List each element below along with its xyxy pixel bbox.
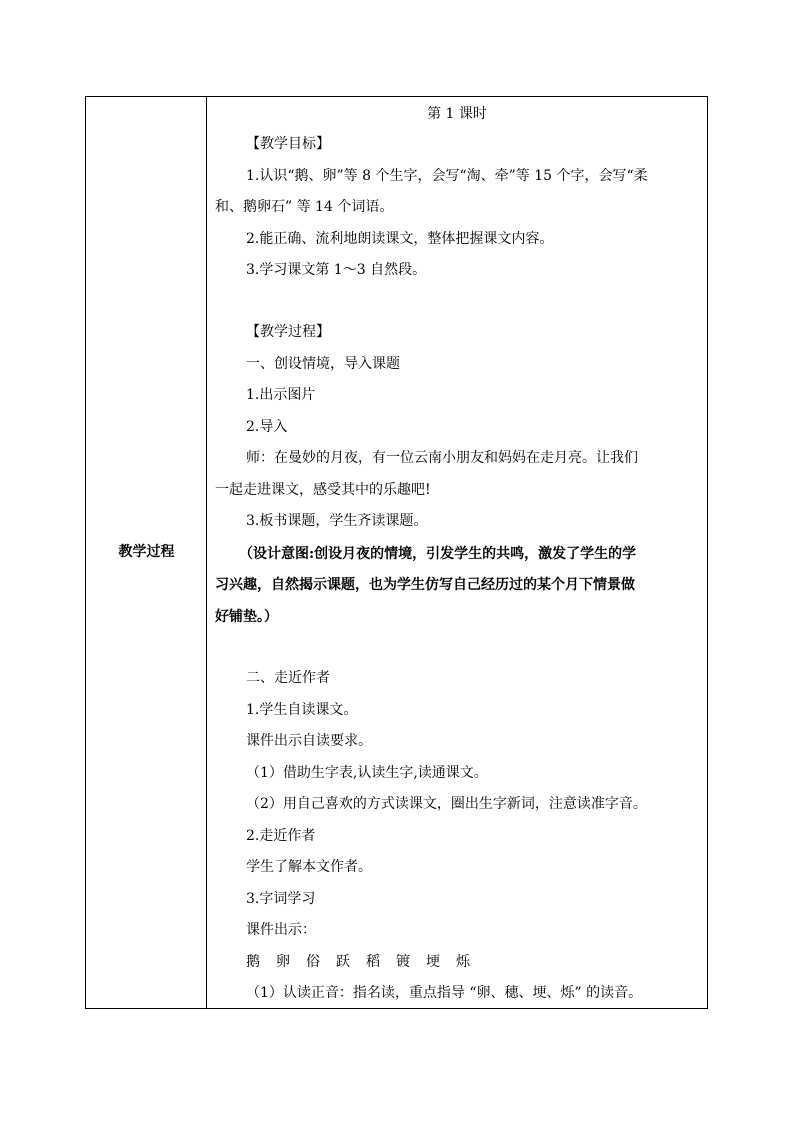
step-2-item-1: 1.学生自读课文。 xyxy=(246,702,358,718)
step-1-item-1: 1.出示图片 xyxy=(246,387,316,403)
lesson-table xyxy=(85,96,708,1009)
step-2-heading: 二、走近作者 xyxy=(246,670,330,686)
step-1-item-3: 3.板书课题，学生齐读课题。 xyxy=(246,513,428,529)
teacher-intro: 师：在曼妙的月夜，有一位云南小朋友和妈妈在走月亮。让我们 xyxy=(246,450,638,466)
courseware-shows: 课件出示： xyxy=(246,922,316,938)
design-intent: （设计意图:创设月夜的情境，引发学生的共鸣，激发了学生的学 xyxy=(239,546,637,562)
objective-3: 3.学习课文第 1～3 自然段。 xyxy=(246,262,427,278)
step-1-item-2: 2.导入 xyxy=(246,419,288,435)
requirement-2: （2）用自己喜欢的方式读课文，圈出生字新词，注意读准字音。 xyxy=(246,796,647,812)
heading-process: 【教学过程】 xyxy=(246,324,330,340)
author-intro: 学生了解本文作者。 xyxy=(246,859,372,875)
courseware-requirements: 课件出示自读要求。 xyxy=(246,733,372,749)
step-2-item-2: 2.走近作者 xyxy=(246,828,316,844)
design-intent-cont-2: 好铺垫。） xyxy=(215,609,278,625)
vocabulary-chars: 鹅卵俗跃稻镀埂烁 xyxy=(246,954,486,970)
requirement-1: （1）借助生字表,认读生字,读通课文。 xyxy=(246,765,488,781)
lesson-period-title: 第 1 课时 xyxy=(427,106,487,122)
left-header-cell xyxy=(86,97,207,1008)
content-cell xyxy=(207,97,707,1008)
teacher-intro-cont: 一起走进课文，感受其中的乐趣吧! xyxy=(215,482,431,498)
objective-1-cont: 和、鹅卵石” 等 14 个词语。 xyxy=(215,199,394,215)
heading-objectives: 【教学目标】 xyxy=(246,136,330,152)
pronunciation-guide: （1）认读正音：指名读，重点指导 “卵、穗、埂、烁” 的读音。 xyxy=(246,985,643,1001)
objective-1: 1.认识“鹅、卵”等 8 个生字，会写“淘、牵”等 15 个字，会写“柔 xyxy=(246,168,648,184)
objective-2: 2.能正确、流利地朗读课文，整体把握课文内容。 xyxy=(246,231,554,247)
section-label: 教学过程 xyxy=(118,544,175,560)
step-2-item-3: 3.字词学习 xyxy=(246,891,316,907)
design-intent-cont-1: 习兴趣，自然揭示课题，也为学生仿写自己经历过的某个月下情景做 xyxy=(215,577,635,593)
step-1-heading: 一、创设情境，导入课题 xyxy=(246,356,400,372)
